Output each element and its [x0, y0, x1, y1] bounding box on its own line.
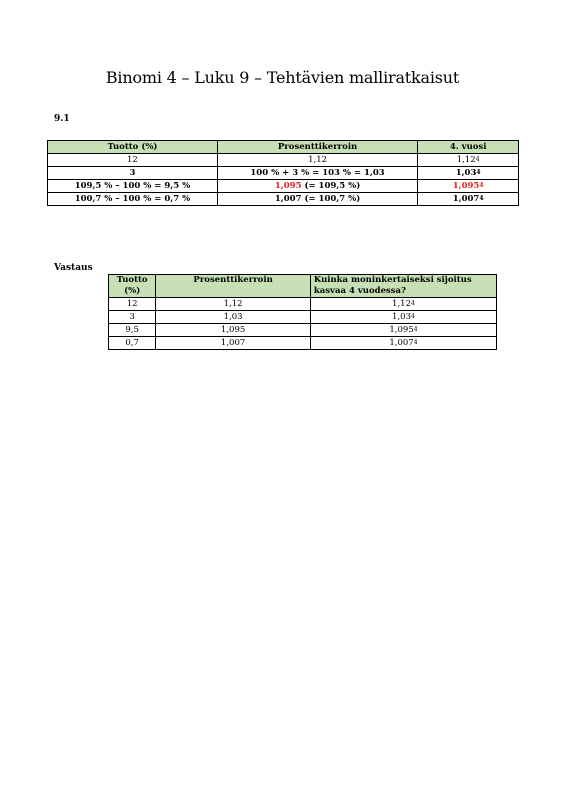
table-cell: 1,12	[156, 298, 311, 311]
multiplier-value: 100 % + 3 % = 103 % = 1,03	[250, 167, 385, 178]
column-header: Tuotto (%)	[48, 141, 218, 154]
multiplier-value: 1,095	[274, 180, 302, 191]
table-cell: 0,7	[109, 337, 156, 350]
table-cell	[310, 337, 496, 350]
table-row	[109, 337, 497, 350]
power-base: 1,03	[455, 167, 477, 178]
section-label: 9.1	[54, 114, 70, 124]
table-cell: 3	[48, 167, 218, 180]
table-cell	[217, 167, 417, 180]
column-header: Prosenttikerroin	[156, 275, 311, 298]
table-row	[109, 311, 497, 324]
power-base: 1,095	[452, 180, 480, 191]
power-base: 1,12	[456, 154, 476, 165]
column-header: Prosenttikerroin	[217, 141, 417, 154]
table-cell	[310, 298, 496, 311]
power-exponent: 4	[410, 299, 415, 307]
table-row	[48, 167, 519, 180]
table-row	[109, 298, 497, 311]
table-cell	[217, 154, 417, 167]
table-cell: 9,5	[109, 324, 156, 337]
power-base: 1,007	[452, 193, 480, 204]
column-header: 4. vuosi	[418, 141, 519, 154]
table-header-row	[109, 275, 497, 298]
calculation-table	[47, 140, 519, 206]
power-exponent: 4	[410, 312, 415, 320]
table-cell: 12	[48, 154, 218, 167]
table-cell	[310, 324, 496, 337]
table-cell	[217, 180, 417, 193]
table-cell: 3	[109, 311, 156, 324]
multiplier-value: 1,12	[308, 154, 328, 165]
table-cell	[418, 180, 519, 193]
table-cell	[418, 193, 519, 206]
table-cell: 1,007	[156, 337, 311, 350]
table-cell: 100,7 % – 100 % = 0,7 %	[48, 193, 218, 206]
table-cell: 1,03	[156, 311, 311, 324]
power-base: 1,12	[392, 298, 411, 309]
table-cell	[310, 311, 496, 324]
answer-table	[108, 274, 497, 350]
table-row	[48, 154, 519, 167]
power-base: 1,095	[389, 324, 414, 335]
power-exponent: 4	[479, 181, 484, 189]
table-cell: 1,095	[156, 324, 311, 337]
table-cell	[418, 167, 519, 180]
column-header: Tuotto (%)	[109, 275, 156, 298]
power-exponent: 4	[476, 168, 481, 176]
multiplier-note: (= 100,7 %)	[301, 193, 361, 204]
power-exponent: 4	[475, 155, 480, 163]
power-exponent: 4	[479, 194, 484, 202]
multiplier-value: 1,007	[274, 193, 302, 204]
power-exponent: 4	[413, 338, 418, 346]
power-base: 1,007	[389, 337, 414, 348]
table-cell: 109,5 % – 100 % = 9,5 %	[48, 180, 218, 193]
table-cell: 12	[109, 298, 156, 311]
answer-label: Vastaus	[54, 263, 93, 273]
column-header: Kuinka moninkertaiseksi sijoitus kasvaa 4 vuodessa?	[310, 275, 496, 298]
multiplier-note: (= 109,5 %)	[301, 180, 361, 191]
table-cell	[217, 193, 417, 206]
table-cell	[418, 154, 519, 167]
table-row	[109, 324, 497, 337]
power-exponent: 4	[413, 325, 418, 333]
page-title: Binomi 4 – Luku 9 – Tehtävien malliratkaisut	[105, 68, 460, 87]
table-row	[48, 193, 519, 206]
power-base: 1,03	[392, 311, 411, 322]
table-row	[48, 180, 519, 193]
table-header-row	[48, 141, 519, 154]
